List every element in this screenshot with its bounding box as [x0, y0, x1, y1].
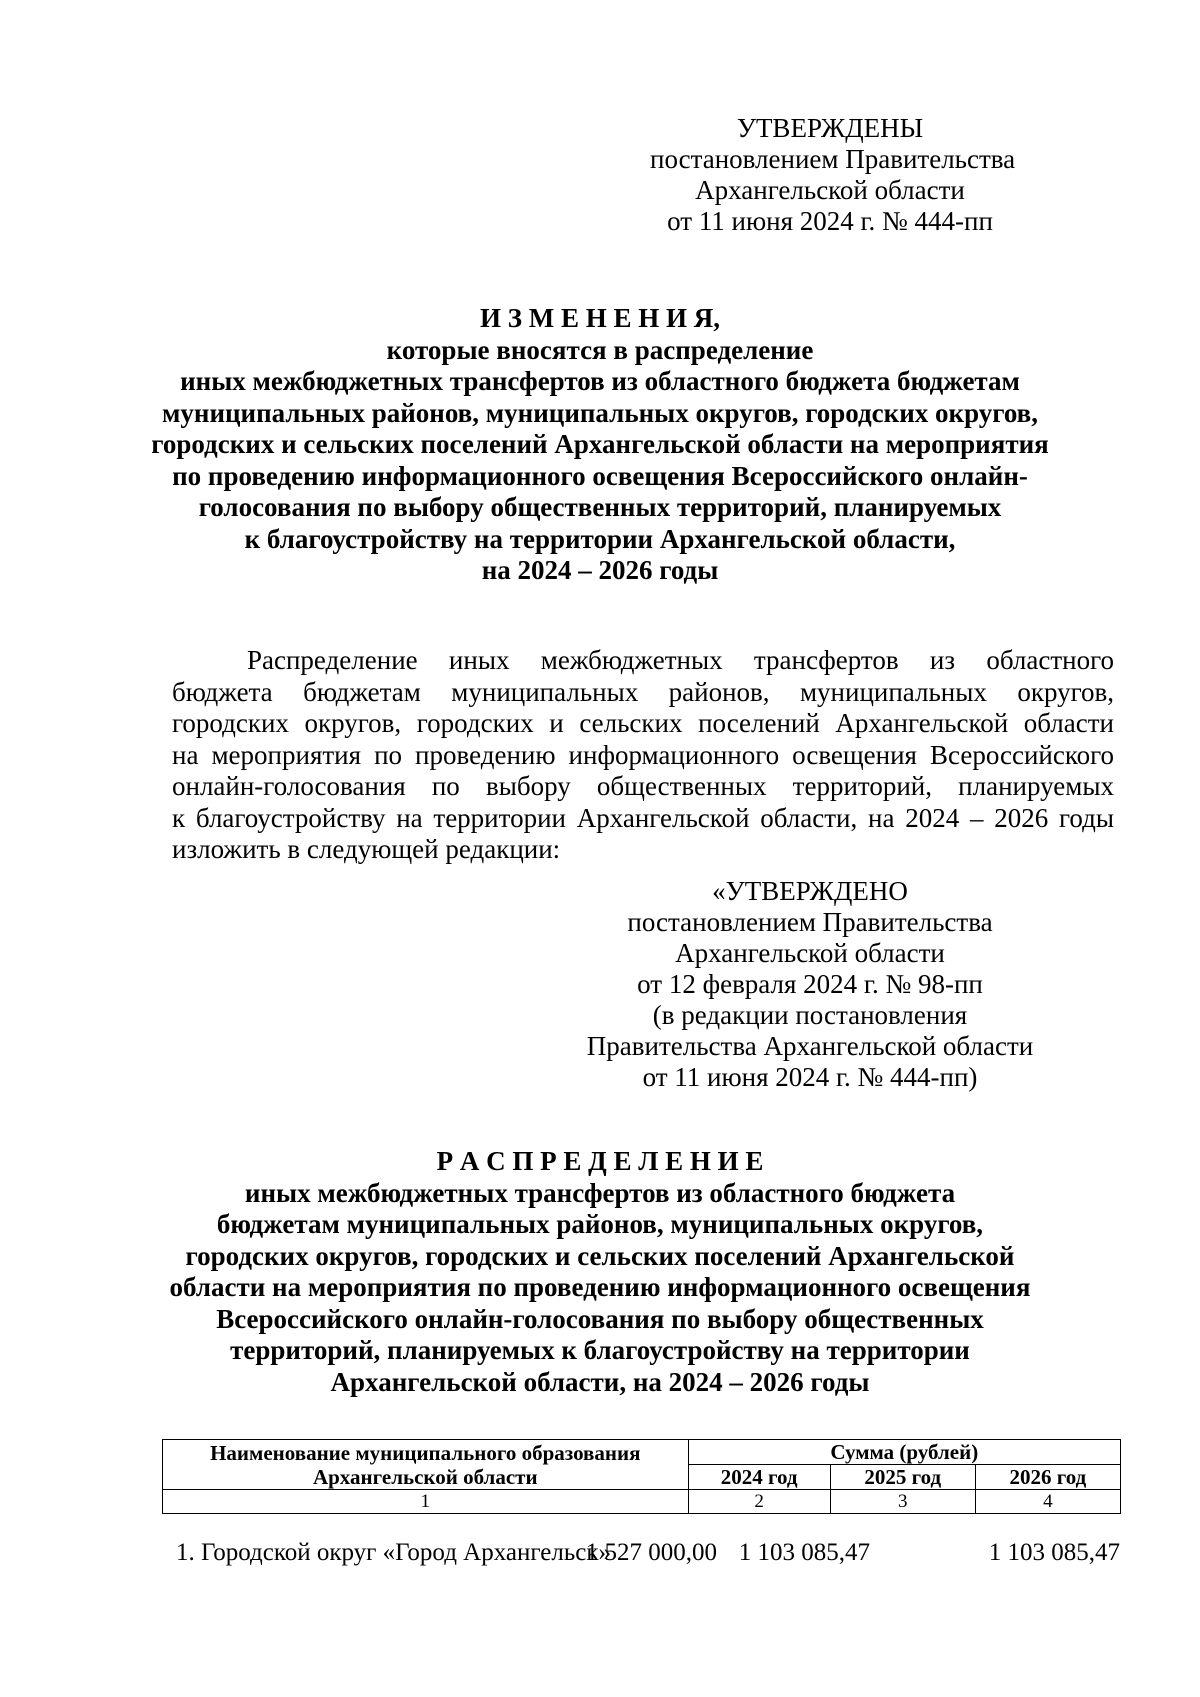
column-number: 2: [688, 1490, 830, 1514]
amount-2026: 1 103 085,47: [988, 1539, 1120, 1566]
heading-line: на 2024 – 2026 годы: [481, 555, 719, 585]
approval-line: «УТВЕРЖДЕНО: [712, 876, 908, 906]
approval-line: от 11 июня 2024 г. № 444-пп: [667, 206, 993, 236]
approval-line: от 12 февраля 2024 г. № 98-пп: [637, 969, 983, 999]
approval-stamp-top: [650, 113, 1016, 237]
heading-line: городских и сельских поселений Архангельской области на мероприятия: [151, 429, 1049, 459]
heading-line: бюджетам муниципальных районов, муниципальных округов,: [216, 1209, 984, 1239]
heading-line: голосования по выбору общественных территорий, планируемых: [198, 492, 1002, 522]
table-header-row: [163, 1440, 1121, 1465]
column-header-sum: Сумма (рублей): [688, 1440, 1120, 1465]
column-header-municipality: [163, 1440, 689, 1490]
approval-stamp-quoted: [580, 876, 1040, 1093]
approval-line: УТВЕРЖДЕНЫ: [736, 113, 924, 143]
heading-line: к благоустройству на территории Архангельской области,: [244, 523, 956, 554]
approval-line: постановлением Правительства: [650, 144, 1016, 174]
heading-line: которые вносятся в распределение: [386, 334, 814, 365]
column-header-year: 2026 год: [975, 1465, 1120, 1490]
heading-line: по проведению информационного освещения Всероссийского онлайн-: [172, 460, 1028, 491]
paragraph-line: бюджета бюджетам муниципальных районов, муниципальных округов,: [172, 676, 1114, 707]
body-paragraph: [172, 645, 1114, 866]
approval-line: постановлением Правительства: [627, 907, 993, 937]
heading-line: городских округов, городских и сельских поселений Архангельской: [185, 1240, 1015, 1271]
distribution-table: [162, 1439, 1121, 1514]
amount-2024: 1 527 000,00: [585, 1539, 717, 1566]
approval-line: (в редакции постановления: [652, 1000, 968, 1030]
changes-heading: [140, 303, 1060, 587]
heading-line: области на мероприятия по проведению информационного освещения: [169, 1272, 1031, 1302]
distribution-heading: [140, 1146, 1060, 1398]
heading-line: иных межбюджетных трансфертов из областного бюджета: [244, 1177, 956, 1208]
column-number: 4: [975, 1490, 1120, 1514]
changes-title: И З М Е Н Е Н И Я,: [479, 303, 720, 333]
column-header-year: 2025 год: [830, 1465, 975, 1490]
paragraph-line: Распределение иных межбюджетных трансфертов из областного: [247, 645, 1114, 675]
column-header-year: 2024 год: [688, 1465, 830, 1490]
column-number: 1: [163, 1490, 689, 1514]
paragraph-line: изложить в следующей редакции:: [172, 834, 561, 864]
approval-line: от 11 июня 2024 г. № 444-пп): [642, 1062, 978, 1092]
paragraph-line: к благоустройству на территории Архангельской области, на 2024 – 2026 годы: [172, 802, 1114, 833]
heading-line: муниципальных районов, муниципальных округов, городских округов,: [162, 397, 1038, 428]
heading-line: Всероссийского онлайн-голосования по выбору общественных: [216, 1303, 984, 1334]
header-text: Наименование муниципального образования: [210, 1440, 641, 1465]
heading-line: территорий, планируемых к благоустройству на территории: [230, 1335, 970, 1365]
paragraph-line: городских округов, городских и сельских поселений Архангельской области: [172, 708, 1114, 738]
approval-line: Архангельской области: [695, 175, 965, 205]
municipality-name: 1. Городской округ «Город Архангельск»: [176, 1539, 612, 1566]
header-text: Архангельской области: [312, 1464, 538, 1489]
amount-2025: 1 103 085,47: [738, 1539, 870, 1566]
column-number-row: [163, 1490, 1121, 1514]
approval-line: Правительства Архангельской области: [586, 1031, 1034, 1061]
distribution-title: Р А С П Р Е Д Е Л Е Н И Е: [436, 1146, 764, 1176]
paragraph-line: на мероприятия по проведению информационного освещения Всероссийского: [172, 739, 1114, 770]
approval-line: Архангельской области: [675, 938, 945, 968]
heading-line: иных межбюджетных трансфертов из областного бюджета бюджетам: [180, 366, 1020, 396]
heading-line: Архангельской области, на 2024 – 2026 годы: [330, 1366, 870, 1397]
paragraph-line: онлайн-голосования по выбору общественных территорий, планируемых: [172, 771, 1114, 801]
table-row: [170, 1537, 1120, 1569]
column-number: 3: [830, 1490, 975, 1514]
